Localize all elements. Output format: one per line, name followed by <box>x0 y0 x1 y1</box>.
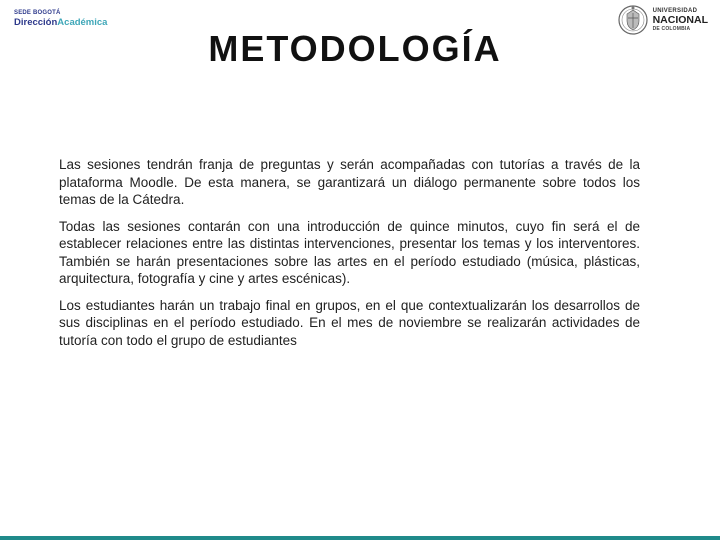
wordmark-part-direccion: Dirección <box>14 17 58 28</box>
sede-label: SEDE BOGOTÁ <box>14 10 61 16</box>
wordmark-part-academica: Académica <box>57 17 108 28</box>
paragraph-1: Las sesiones tendrán franja de preguntas y serán acompañadas con tutorías a través de la plataforma Moodle. De esta manera, se garantizará un diálogo permanente sobre todos los temas de la Cátedra. <box>59 157 640 207</box>
body-text <box>59 156 640 358</box>
unal-line-de-colombia: DE COLOMBIA <box>652 26 691 33</box>
direccion-academica-logo <box>14 10 107 29</box>
bottom-accent-bar <box>0 536 720 540</box>
unal-line-nacional: NACIONAL <box>652 13 708 26</box>
unal-line-universidad: UNIVERSIDAD <box>652 7 698 14</box>
page-title: METODOLOGÍA <box>208 28 502 69</box>
paragraph-3: Los estudiantes harán un trabajo final en grupos, en el que contextualizarán los desarrollos de sus disciplinas en el período estudiado. En el mes de noviembre se realizarán actividades de tutoría con todo el grupo de estudiantes <box>59 297 640 348</box>
paragraph-2: Todas las sesiones contarán con una introducción de quince minutos, cuyo fin será el de establecer relaciones entre las distintas intervenciones, presentar los temas y los interventores. También se harán presentaciones sobre las artes en el período estudiado (música, plásticas, arquitectura, fotografía y cine y artes escénicas). <box>59 218 640 286</box>
